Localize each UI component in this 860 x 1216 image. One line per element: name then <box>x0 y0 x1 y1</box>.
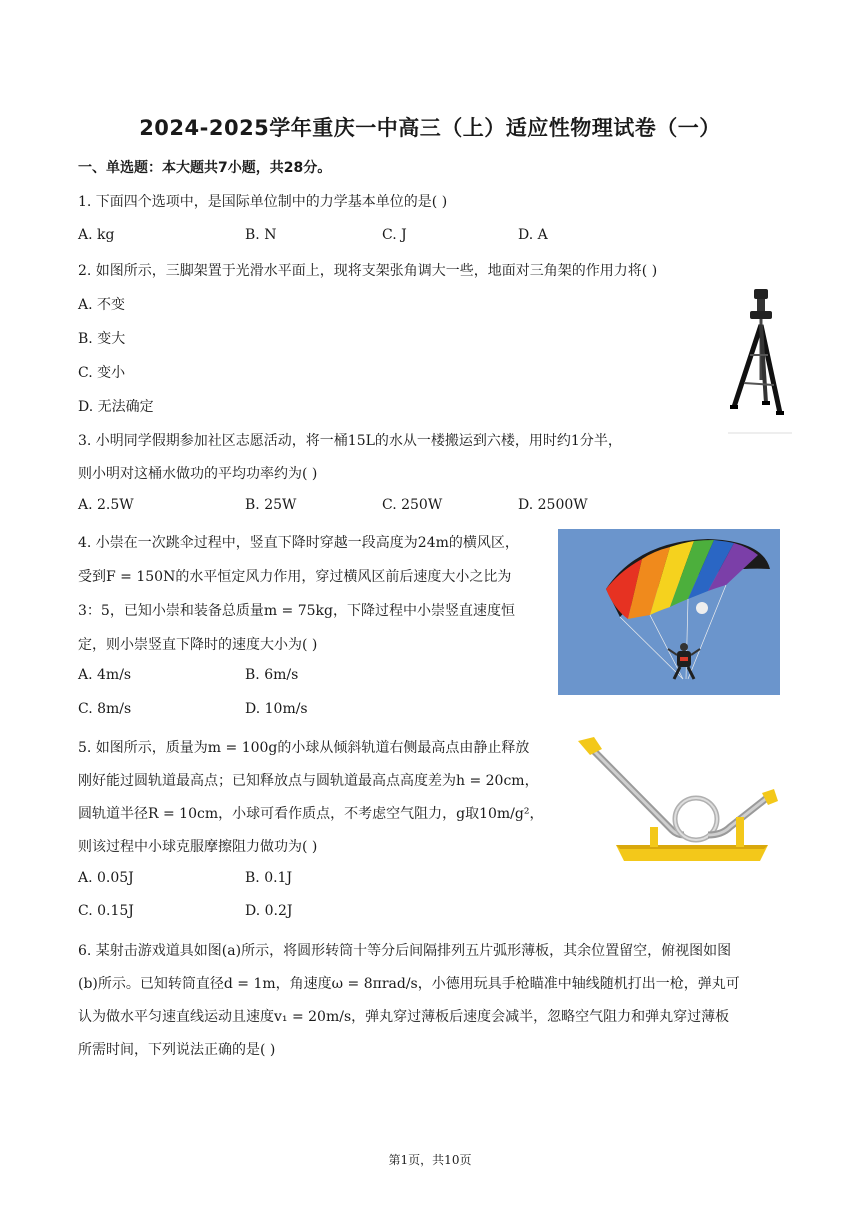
q2-option-b: B. 变大 <box>78 331 126 347</box>
question-1-stem: 1. 下面四个选项中，是国际单位制中的力学基本单位的是( ) <box>78 194 448 210</box>
q3-option-b: B. 25W <box>245 497 297 513</box>
page-title: 2024-2025学年重庆一中高三（上）适应性物理试卷（一） <box>139 116 721 140</box>
q5-option-d: D. 0.2J <box>245 903 293 919</box>
question-3-stem-line1: 3. 小明同学假期参加社区志愿活动，将一桶15L的水从一楼搬运到六楼，用时约1分半， <box>78 433 622 449</box>
q2-option-c: C. 变小 <box>78 365 126 381</box>
q3-option-d: D. 2500W <box>518 497 588 513</box>
q1-option-c: C. J <box>382 227 407 243</box>
tripod-image <box>720 285 800 435</box>
question-5-stem-line3: 圆轨道半径R = 10cm，小球可看作质点，不考虑空气阻力，g取10m/g²， <box>78 806 544 822</box>
q1-option-d: D. A <box>518 227 548 243</box>
q4-option-c: C. 8m/s <box>78 701 132 717</box>
q2-option-a: A. 不变 <box>78 297 126 313</box>
q4-option-d: D. 10m/s <box>245 701 308 717</box>
q5-option-a: A. 0.05J <box>78 870 134 886</box>
question-6-stem-line4: 所需时间，下列说法正确的是( ) <box>78 1042 276 1058</box>
q5-option-c: C. 0.15J <box>78 903 134 919</box>
q1-option-a: A. kg <box>78 227 115 243</box>
page-footer: 第1页，共10页 <box>388 1153 472 1167</box>
question-3-stem-line2: 则小明对这桶水做功的平均功率约为( ) <box>78 466 318 482</box>
question-6-stem-line2: (b)所示。已知转筒直径d = 1m，角速度ω = 8πrad/s，小德用玩具手枪瞄准中轴线随机打出一枪，弹丸可 <box>78 976 740 992</box>
question-5-stem-line4: 则该过程中小球克服摩擦阻力做功为( ) <box>78 839 318 855</box>
q4-option-a: A. 4m/s <box>78 667 132 683</box>
question-4-stem-line1: 4. 小崇在一次跳伞过程中，竖直下降时穿越一段高度为24m的横风区， <box>78 535 519 551</box>
question-2-stem: 2. 如图所示，三脚架置于光滑水平面上，现将支架张角调大一些，地面对三角架的作用力将( ) <box>78 263 658 279</box>
q3-option-c: C. 250W <box>382 497 443 513</box>
q2-option-d: D. 无法确定 <box>78 399 154 415</box>
section-heading: 一、单选题：本大题共7小题，共28分。 <box>78 160 332 176</box>
loop-track-image <box>572 735 782 871</box>
q5-option-b: B. 0.1J <box>245 870 293 886</box>
q1-option-b: B. N <box>245 227 277 243</box>
q3-option-a: A. 2.5W <box>78 497 134 513</box>
question-5-stem-line1: 5. 如图所示，质量为m = 100g的小球从倾斜轨道右侧最高点由静止释放 <box>78 740 530 756</box>
question-4-stem-line4: 定，则小崇竖直下降时的速度大小为( ) <box>78 637 318 653</box>
question-4-stem-line3: 3：5，已知小崇和装备总质量m = 75kg，下降过程中小崇竖直速度恒 <box>78 603 515 619</box>
question-5-stem-line2: 刚好能过圆轨道最高点；已知释放点与圆轨道最高点高度差为h = 20cm， <box>78 773 539 789</box>
question-4-stem-line2: 受到F = 150N的水平恒定风力作用，穿过横风区前后速度大小之比为 <box>78 569 512 585</box>
question-6-stem-line3: 认为做水平匀速直线运动且速度v₁ = 20m/s，弹丸穿过薄板后速度会减半，忽略空气阻力和弹丸穿过薄板 <box>78 1009 730 1025</box>
question-6-stem-line1: 6. 某射击游戏道具如图(a)所示，将圆形转筒十等分后间隔排列五片弧形薄板，其余位置留空，俯视图如图 <box>78 943 732 959</box>
q4-option-b: B. 6m/s <box>245 667 299 683</box>
parachute-image <box>558 529 780 695</box>
